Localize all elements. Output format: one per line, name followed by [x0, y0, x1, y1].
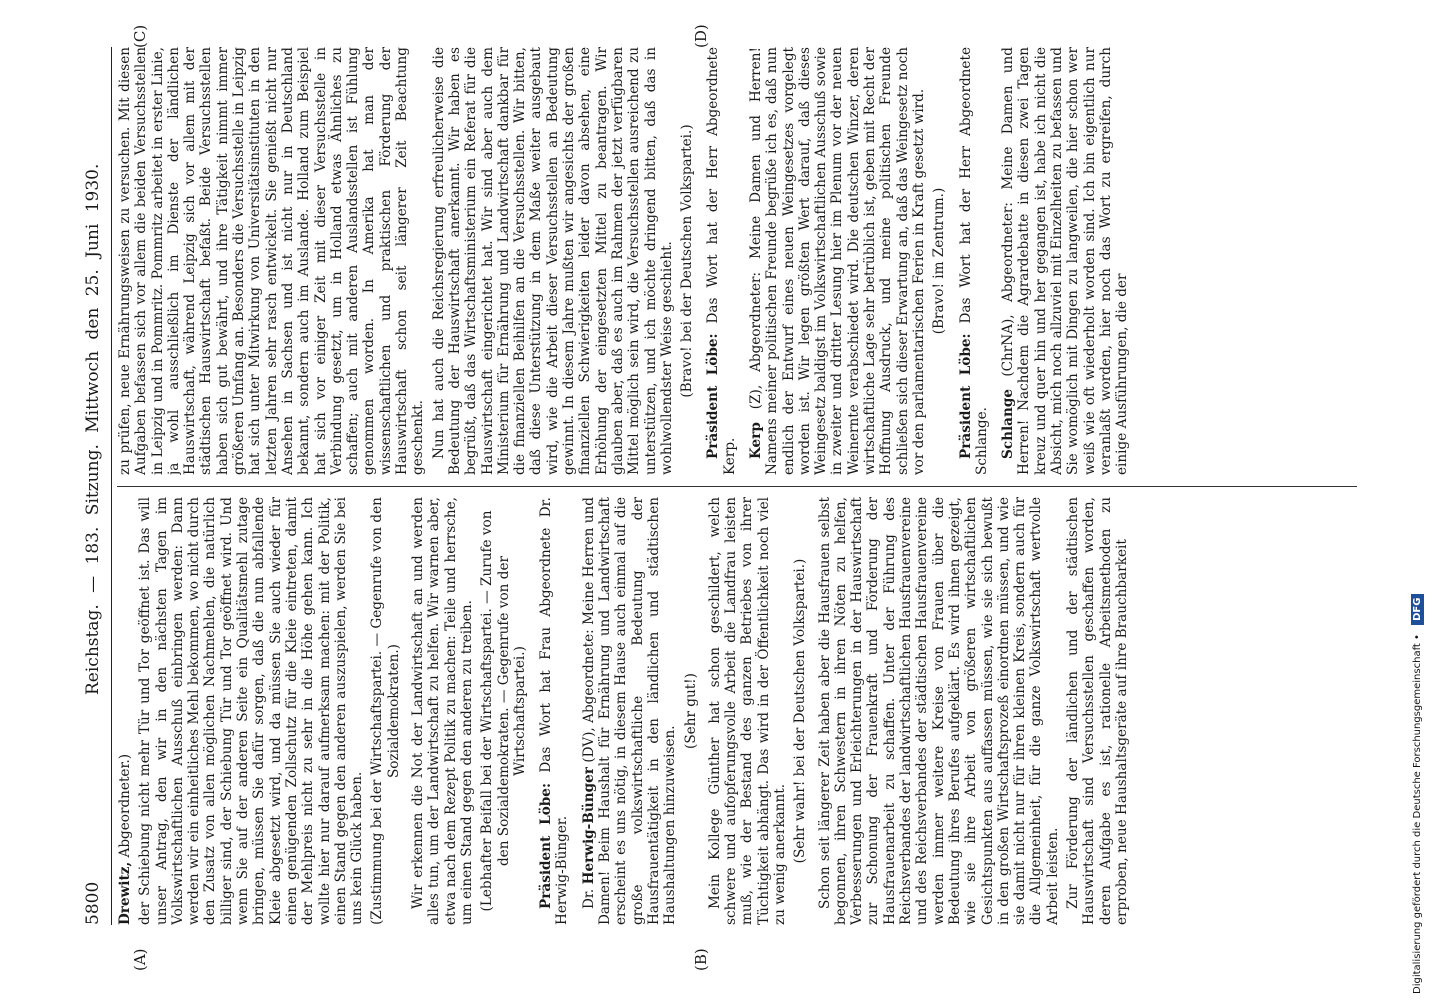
paragraph: [707, 497, 788, 925]
paragraph: [1065, 497, 1130, 925]
speaker-paragraph: [581, 497, 679, 925]
text-columns: [117, 47, 1367, 925]
interjection: [931, 47, 947, 475]
speaker-paragraph: [1000, 47, 1130, 475]
speaker-paragraph: [748, 47, 927, 475]
paragraph-text: Mein Kollege Günther hat schon geschildert, welch schwere und aufopferungsvolle Arbeit die Landfrau leisten muß, wie der Bestand des ganzen Betriebes von ihrer Tüchtigkeit abhängt. Das wird in der Öffentlichkeit noch viel zu wenig anerkannt.: [706, 497, 788, 925]
column-separator: [117, 486, 1357, 487]
dfg-logo: DFG: [1411, 594, 1424, 625]
paragraph-text: (Bravo! im Zentrum.): [931, 187, 948, 335]
page-number: 5800: [83, 881, 103, 925]
paragraph-text: (DV), Abgeordnete: Meine Herren und Damen! Beim Haushalt für Ernährung und Landwirtschaft erscheint es uns nötig, in diesem Hause auch einmal auf die große volkswirtschaftliche Bedeutung der Hausfrauentätigkeit in den ländlichen und städtischen Haushaltungen hinzuweisen.: [580, 497, 679, 925]
speaker-name: Herwig-Bünger: [580, 767, 597, 885]
paragraph-text: der Schiebung nicht mehr Tür und Tor geöffnet ist. Das will unser Antrag, den wir in den nächsten Tagen im Volkswirtschaftlichen Ausschuß einbringen werden: Dann werden wir ein einheitliches Mehl bekommen, wo nicht durch den Zusatz von allen möglichen Nachmehlen, die natürlich billiger sind, der Schiebung Tür und Tor geöffnet wird. Und wenn Sie auf der anderen Seite ein Qualitätsmehl zutage bringen, müssen Sie dafür sorgen, daß die nun abfallende Kleie abgesetzt wird, und da müssen Sie auch wieder für einen genügenden Zollschutz für die Kleie eintreten, damit der Mehlpreis nicht zu sehr in die Höhe gehen kann. Ich wollte hier nur darauf aufmerksam machen: mit der Politik, einen Stand gegen den anderen auszuspielen, werden Sie bei uns kein Glück haben.: [137, 497, 366, 925]
page-header: [83, 47, 111, 925]
speaker-name: Präsident Löbe:: [957, 333, 974, 459]
paragraph-text: Abgeordneter.): [117, 753, 133, 862]
credit-text: Digitalisierung gefördert durch die Deutsche Forschungsgemeinschaft •: [1412, 634, 1423, 994]
margin-marker-d: (D): [692, 24, 710, 48]
margin-marker-b: (B): [692, 948, 710, 971]
speaker-name: Drewitz,: [117, 861, 133, 925]
right-column: [117, 47, 1357, 475]
interjection: [683, 497, 699, 925]
paragraph-text: Das Wort hat der Herr Abgeordnete Kerp.: [705, 47, 738, 475]
paragraph-text: (Bravo! bei der Deutschen Volkspartei.): [679, 124, 696, 398]
paragraph-text: Schon seit längerer Zeit haben aber die Hausfrauen selbst begonnen, ihren Schwestern in ihren Nöten zu helfen, Verbesserungen und Erleichterungen in der Hauswirtschaft zur Schonung der Frauenkraft und Förderung der Hausfrauenarbeit zu schaffen. Unter der Führung des Reichsverbandes der landwirtschaftlichen Hausfrauenvereine und des Reichsverbandes der städtischen Hausfrauenvereine werden immer weitere Kreise von Frauen über die Bedeutung ihres Berufes aufgeklärt. Es wird ihnen gezeigt, wie sie ihre Arbeit von größeren wirtschaftlichen Gesichtspunkten aus auffassen müssen, wie sie sich bewußt in den großen Wirtschaftsprozeß einordnen müssen, und wie sie damit nicht nur für ihren kleinen Kreis, sondern auch für die Allgemeinheit, für die ganze Volkswirtschaft wertvolle Arbeit leisten.: [816, 497, 1061, 925]
paragraph-text: (Sehr gut!): [682, 673, 699, 749]
paragraph-text: Zur Förderung der ländlichen und der städtischen Hauswirtschaft sind Versuchsstellen geschaffen worden, deren Aufgabe es ist, rationelle Arbeitsmethoden zu erproben, neue Haushaltsgeräte auf ihre Brauchbarkeit: [1065, 497, 1130, 925]
digitization-credit: [1411, 594, 1424, 994]
paragraph-text: (ChrNA), Abgeordneter: Meine Damen und Herren! Nachdem die Agrardebatte in diesen zwei Tagen kreuz und quer hin und her gegangen ist, habe ich nicht die Absicht, mich noch allzuviel mit Einzelheiten zu befassen und Sie womöglich mit Dingen zu langweilen, die hier schon wer weiß wie oft wiederholt worden sind. Ich bin eigentlich nur veranlaßt worden, hier noch das Wort zu ergreifen, durch einige Ausführungen, die der: [1000, 47, 1131, 475]
speaker-name: Präsident Löbe:: [705, 333, 722, 459]
paragraph: [817, 497, 1061, 925]
document-page: [75, 25, 1375, 975]
paragraph: [431, 47, 675, 475]
running-title: Reichstag. — 183. Sitzung. Mittwoch den 25. Juni 1930.: [83, 163, 103, 695]
speaker-prefix: Dr.: [580, 884, 597, 909]
speaker-name: Kerp: [747, 422, 764, 459]
speaker-name: Präsident Löbe:: [538, 783, 555, 909]
paragraph-text: Das Wort hat Frau Abgeordnete Dr. Herwig-Bünger.: [538, 497, 571, 925]
paragraph-text: Wir erkennen die Not der Landwirtschaft an und werden alles tun, um der Landwirtschaft zu helfen. Wir warnen aber, etwa nach dem Rezept Politik zu machen: Teile und herrsche, um einen Stand gegen den anderen zu treiben.: [410, 497, 475, 925]
left-column: [117, 497, 1357, 925]
paragraph-text: (Z), Abgeordneter: Meine Damen und Herren! Namens meiner politischen Freunde begrüße ich es, daß nun endlich der Entwurf eines neuen Weingesetzes vorgelegt worden ist. Wir legen größten Wert darauf, daß dieses Weingesetz baldigst im Volkswirtschaftlichen Ausschuß sowie in zweiter und dritter Lesung hier im Plenum vor der neuen Weinernte verabschiedet wird. Die deutschen Winzer, deren wirtschaftliche Lage sehr betrüblich ist, geben mit Recht der Hoffnung Ausdruck, und meine politischen Freunde schließen sich dieser Erwartung an, daß das Weingesetz noch vor den parlamentarischen Ferien in Kraft gesetzt wird.: [747, 47, 927, 475]
margin-marker-a: (A): [131, 948, 149, 971]
speaker-paragraph: [958, 47, 991, 475]
paragraph-text: zu prüfen, neue Ernährungsweisen zu versuchen. Mit diesen Aufgaben befassen sich vor allem die beiden Versuchsstellen in Leipzig und in Pommritz. Pommritz arbeitet in erster Linie, ja wohl ausschließlich im Dienste der ländlichen Hauswirtschaft, während Leipzig sich vor allem mit der städtischen Hauswirtschaft befaßt. Beide Versuchsstellen haben sich gut bewährt, und ihre Tätigkeit nimmt immer größeren Umfang an. Besonders die Versuchsstelle in Leipzig hat sich unter Mitwirkung von Universitätsinstituten in den letzten Jahren sehr rasch entwickelt. Sie genießt nicht nur Ansehen in Sachsen und ist nicht nur in Deutschland bekannt, sondern auch im Auslande. Holland zum Beispiel hat sich vor einiger Zeit mit dieser Versuchsstelle in Verbindung gesetzt, um in Holland etwas Ähnliches zu schaffen; auch mit anderen Auslandsstellen ist Fühlung genommen worden. In Amerika hat man der wissenschaftlichen und praktischen Förderung der Hauswirtschaft schon seit längerer Zeit Beachtung geschenkt.: [117, 47, 427, 475]
speaker-paragraph: [705, 47, 738, 475]
paragraph-text: (Lebhafter Beifall bei der Wirtschaftspartei. — Zurufe von den Sozialdemokraten. — Gegenrufe von der Wirtschaftspartei.): [479, 510, 528, 912]
interjection: [479, 497, 528, 925]
interjection: [369, 497, 402, 925]
paragraph-text: (Sehr wahr! bei der Deutschen Volkspartei.): [792, 558, 809, 864]
speaker-name: Schlange: [1000, 389, 1017, 459]
interjection: [679, 47, 695, 475]
paragraph-text: Nun hat auch die Reichsregierung erfreulicherweise die Bedeutung der Hauswirtschaft anerkannt. Wir haben es begrüßt, daß das Wirtschaftsministerium ein Referat für die Hauswirtschaft eingerichtet hat. Wir sind aber auch dem Ministerium für Ernährung und Landwirtschaft dankbar für die finanziellen Beihilfen an die Versuchsstellen. Wir bitten, daß diese Unterstützung in dem Maße weiter ausgebaut wird, wie die Arbeit dieser Versuchsstellen an Bedeutung gewinnt. In diesem Jahre mußten wir angesichts der großen finanziellen Schwierigkeiten leider davon absehen, eine Erhöhung der eingesetzten Mittel zu beantragen. Wir glauben aber, daß es auch im Rahmen der jetzt verfügbaren Mittel möglich sein wird, die Versuchsstellen ausreichend zu unterstützen, und ich möchte dringend bitten, daß das in wohlwollendster Weise geschieht.: [430, 47, 675, 475]
paragraph: [410, 497, 475, 925]
paragraph: [117, 497, 133, 925]
header-rule: [111, 47, 112, 925]
paragraph: [137, 497, 365, 925]
speaker-paragraph: [538, 497, 571, 925]
interjection: [792, 497, 808, 925]
paragraph-text: Das Wort hat der Herr Abgeordnete Schlange.: [957, 47, 990, 475]
margin-marker-c: (C): [131, 24, 149, 48]
paragraph: [117, 47, 427, 475]
paragraph-text: (Zustimmung bei der Wirtschaftspartei. — Gegenrufe von den Sozialdemokraten.): [369, 497, 402, 925]
